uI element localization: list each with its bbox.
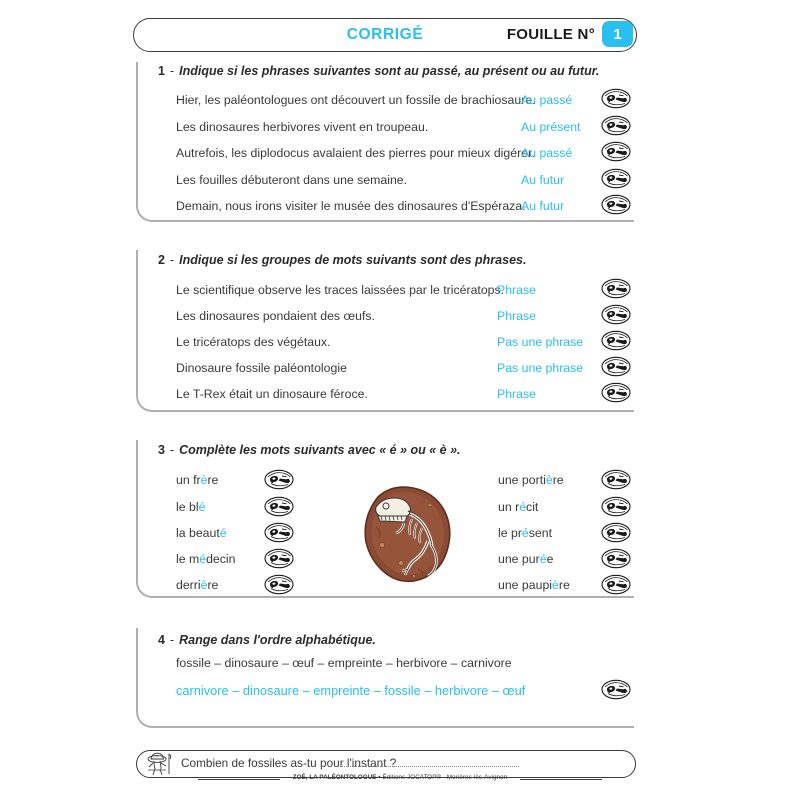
exercise-4-title bbox=[158, 633, 376, 647]
exercise-3-left-word-2 bbox=[176, 500, 205, 514]
exercise-2-answer-4: Pas une phrase bbox=[497, 361, 584, 375]
word-accent: è bbox=[552, 578, 559, 592]
exercise-1-answer-3: Au passé bbox=[521, 146, 573, 160]
dinosaur-fossil-rock-image bbox=[358, 483, 456, 585]
word-prefix: le bl bbox=[176, 500, 199, 514]
exercise-1-sentence-1: Hier, les paléontologues ont découvert un fossile de brachiosaure. bbox=[176, 93, 536, 107]
exercise-3-title bbox=[158, 443, 461, 457]
exercise-3-left-word-5 bbox=[176, 578, 218, 592]
exercise-4-given-list: fossile – dinosaure – œuf – empreinte – herbivore – carnivore bbox=[176, 656, 512, 670]
fossil-stamp-icon bbox=[264, 574, 294, 595]
exercise-3-right-word-2 bbox=[498, 500, 538, 514]
word-accent: é bbox=[519, 500, 527, 514]
exercise-3-dash: - bbox=[169, 443, 175, 457]
exercise-2-sentence-2: Les dinosaures pondaient des œufs. bbox=[176, 309, 375, 323]
word-prefix: un fr bbox=[176, 473, 201, 487]
word-prefix: une paupi bbox=[498, 578, 553, 592]
word-accent: è bbox=[545, 473, 553, 487]
fossil-stamp-icon bbox=[601, 382, 631, 403]
exercise-4-answer-list: carnivore – dinosaure – empreinte – fossile – herbivore – œuf bbox=[176, 683, 526, 698]
exercise-1-answer-1: Au passé bbox=[521, 93, 573, 107]
word-accent: é bbox=[198, 500, 206, 514]
word-prefix: le m bbox=[176, 552, 200, 566]
header-bar bbox=[133, 18, 637, 52]
fossil-stamp-icon bbox=[601, 168, 631, 189]
word-accent: è bbox=[200, 473, 208, 487]
word-accent: è bbox=[200, 578, 208, 592]
fossil-stamp-icon bbox=[601, 522, 631, 543]
exercise-2-sentence-1: Le scientifique observe les traces laissées par le tricératops. bbox=[176, 283, 505, 297]
fossil-stamp-icon bbox=[601, 679, 631, 700]
exercise-1-dash: - bbox=[169, 64, 175, 78]
exercise-3-instruction: Complète les mots suivants avec « é » ou « è ». bbox=[179, 443, 461, 457]
word-suffix: re bbox=[552, 473, 564, 487]
fossil-stamp-icon bbox=[264, 469, 294, 490]
header-sheet-group bbox=[507, 21, 633, 47]
fossil-stamp-icon bbox=[264, 496, 294, 517]
exercise-1-sentence-2: Les dinosaures herbivores vivent en troupeau. bbox=[176, 120, 429, 134]
exercise-4-number: 4 bbox=[158, 633, 165, 647]
fossil-stamp-icon bbox=[264, 522, 294, 543]
word-prefix: une pur bbox=[498, 552, 540, 566]
exercise-4-instruction: Range dans l'ordre alphabétique. bbox=[179, 633, 376, 647]
exercise-1-answer-2: Au présent bbox=[521, 120, 581, 134]
exercise-2-dash: - bbox=[169, 253, 175, 267]
exercise-1-sentence-4: Les fouilles débuteront dans une semaine. bbox=[176, 173, 408, 187]
fossil-stamp-icon bbox=[601, 548, 631, 569]
fossil-stamp-icon bbox=[601, 278, 631, 299]
fossil-stamp-icon bbox=[601, 496, 631, 517]
exercise-3-right-word-3 bbox=[498, 526, 552, 540]
exercise-4-dash: - bbox=[169, 633, 175, 647]
footer-credit-title: ZOÉ, LA PALÉONTOLOGUE bbox=[292, 774, 377, 781]
exercise-1-answer-5: Au futur bbox=[521, 199, 565, 213]
exercise-2-answer-2: Phrase bbox=[497, 309, 536, 323]
fossil-stamp-icon bbox=[601, 304, 631, 325]
fossil-stamp-icon bbox=[601, 574, 631, 595]
exercise-3-number: 3 bbox=[158, 443, 165, 457]
word-suffix: e bbox=[546, 552, 554, 566]
exercise-1-answer-4: Au futur bbox=[521, 173, 565, 187]
exercise-1-sentence-5: Demain, nous irons visiter le musée des dinosaures d'Espéraza. bbox=[176, 199, 526, 213]
word-suffix: sent bbox=[528, 526, 553, 540]
fossil-stamp-icon bbox=[601, 469, 631, 490]
exercise-2-sentence-4: Dinosaure fossile paléontologie bbox=[176, 361, 347, 375]
footer-question-label: Combien de fossiles as-tu pour l'instant ? bbox=[181, 756, 397, 770]
word-suffix: cit bbox=[526, 500, 539, 514]
fossil-stamp-icon bbox=[601, 115, 631, 136]
exercise-1-sentence-3: Autrefois, les diplodocus avalaient des pierres pour mieux digérer. bbox=[176, 146, 535, 160]
exercise-2-sentence-3: Le tricératops des végétaux. bbox=[176, 335, 331, 349]
exercise-3-right-word-5 bbox=[498, 578, 570, 592]
exercise-2-answer-3: Pas une phrase bbox=[497, 335, 584, 349]
footer-credit-publisher: • Éditions JOCATOP® - Morières-lès-Avignon bbox=[376, 774, 508, 781]
exercise-3-right-word-1 bbox=[498, 473, 564, 487]
exercise-2-answer-1: Phrase bbox=[497, 283, 536, 297]
exercise-1-number: 1 bbox=[158, 64, 165, 78]
header-sheet-number-badge: 1 bbox=[602, 21, 633, 47]
word-suffix: re bbox=[207, 578, 219, 592]
header-fouille-label: FOUILLE N° bbox=[506, 25, 595, 43]
exercise-3-left-word-1 bbox=[176, 473, 218, 487]
exercise-1-title bbox=[158, 64, 599, 78]
exercise-3-right-word-4 bbox=[498, 552, 553, 566]
fossil-stamp-icon bbox=[601, 141, 631, 162]
word-prefix: la beaut bbox=[176, 526, 220, 540]
word-accent: é bbox=[521, 526, 529, 540]
fossil-stamp-icon bbox=[601, 356, 631, 377]
word-prefix: une porti bbox=[498, 473, 546, 487]
word-suffix: decin bbox=[206, 552, 236, 566]
footer-credit bbox=[0, 774, 800, 781]
exercise-2-title bbox=[158, 253, 526, 267]
word-suffix: re bbox=[558, 578, 570, 592]
word-prefix: le pr bbox=[498, 526, 522, 540]
exercise-1-instruction: Indique si les phrases suivantes sont au passé, au présent ou au futur. bbox=[179, 64, 600, 78]
exercise-3-left-word-4 bbox=[176, 552, 235, 566]
exercise-2-instruction: Indique si les groupes de mots suivants sont des phrases. bbox=[179, 253, 527, 267]
exercise-2-number: 2 bbox=[158, 253, 165, 267]
word-accent: é bbox=[539, 552, 547, 566]
word-prefix: un r bbox=[498, 500, 520, 514]
exercise-2-answer-5: Phrase bbox=[497, 387, 536, 401]
fossil-stamp-icon bbox=[601, 194, 631, 215]
exercise-1-bracket bbox=[136, 62, 634, 222]
word-prefix: derri bbox=[176, 578, 201, 592]
fossil-stamp-icon bbox=[264, 548, 294, 569]
word-accent: é bbox=[219, 526, 227, 540]
exercise-3-left-word-3 bbox=[176, 526, 227, 540]
footer-answer-line[interactable] bbox=[337, 766, 519, 767]
fossil-stamp-icon bbox=[601, 88, 631, 109]
word-accent: é bbox=[199, 552, 207, 566]
word-suffix: re bbox=[207, 473, 219, 487]
header-corrige-label: CORRIGÉ bbox=[346, 26, 424, 43]
exercise-2-sentence-5: Le T-Rex était un dinosaure féroce. bbox=[176, 387, 368, 401]
fossil-stamp-icon bbox=[601, 330, 631, 351]
